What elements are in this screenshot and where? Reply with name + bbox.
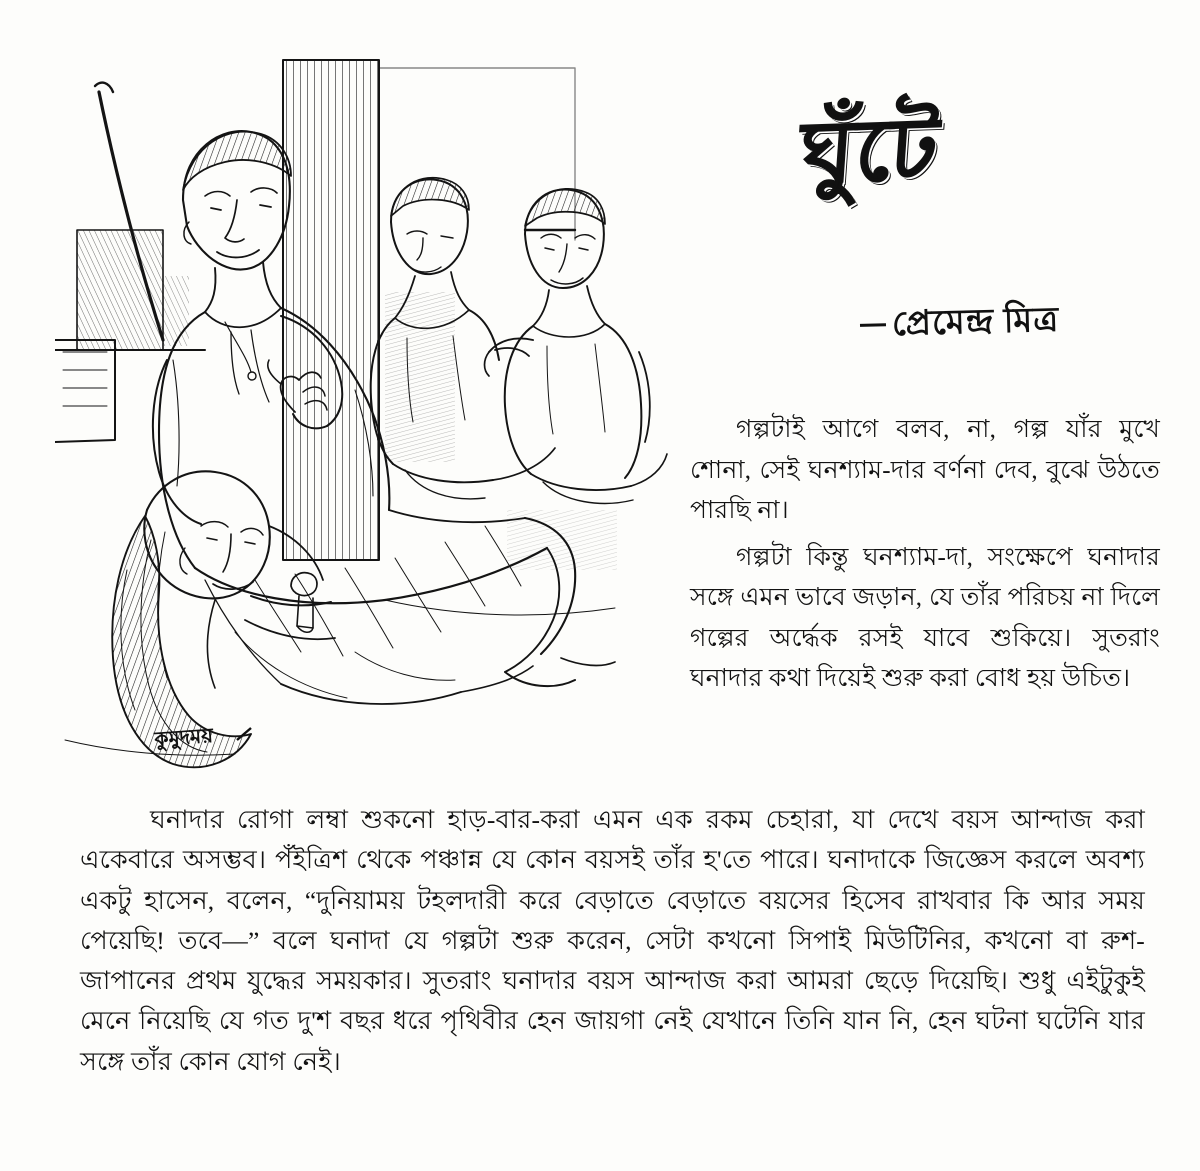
intro-paragraph-2: গল্পটা কিন্তু ঘনশ্যাম-দা, সংক্ষেপে ঘনাদার সঙ্গে এমন ভাবে জড়ান, যে তাঁর পরিচয় না দিলে গল্পের অর্দ্ধেক রসই যাবে শুকিয়ে। সুতরাং ঘনাদার কথা দিয়েই শুরু করা বোধ হয় উচিত। <box>690 543 1160 692</box>
author-name: প্রেমেন্দ্র মিত্র <box>891 301 1060 344</box>
body-column <box>80 800 1145 1082</box>
intro-paragraph-1: গল্পটাই আগে বলব, না, গল্প যাঁর মুখে শোনা, সেই ঘনশ্যাম-দার বর্ণনা দেব, বুঝে উঠতে পারছি না। <box>690 416 1160 524</box>
title-block <box>680 70 1160 390</box>
story-title <box>690 90 1050 240</box>
story-title-text: ঘুঁটে <box>797 100 943 202</box>
intro-column <box>690 410 1160 706</box>
story-illustration <box>55 40 675 795</box>
svg-text:কুমুদময়: কুমুদময় <box>153 724 214 751</box>
byline-dash-icon <box>860 323 886 327</box>
author-byline <box>859 291 1160 356</box>
body-paragraph: ঘনাদার রোগা লম্বা শুকনো হাড়-বার-করা এমন এক রকম চেহারা, যা দেখে বয়স আন্দাজ করা একেবারে অসম্ভব। পঁইত্রিশ থেকে পঞ্চান্ন যে কোন বয়সই তাঁর হ'তে পারে। ঘনাদাকে জিজ্ঞেস করলে অবশ্য একটু হাসেন, বলেন, “দুনিয়াময় টহলদারী করে বেড়াতে বেড়াতে বয়সের হিসেব রাখবার কি আর সময় পেয়েছি! তবে—” বলে ঘনাদা যে গল্পটা শুরু করেন, সেটা কখনো সিপাই মিউটিনির, কখনো বা রুশ-জাপানের প্রথম যুদ্ধের সময়কার। সুতরাং ঘনাদার বয়স আন্দাজ করা আমরা ছেড়ে দিয়েছি। শুধু এইটুকুই মেনে নিয়েছি যে গত দু'শ বছর ধরে পৃথিবীর হেন জায়গা নেই যেখানে তিনি যান নি, হেন ঘটনা ঘটেনি যার সঙ্গে তাঁর কোন যোগ নেই। <box>80 805 1145 1076</box>
